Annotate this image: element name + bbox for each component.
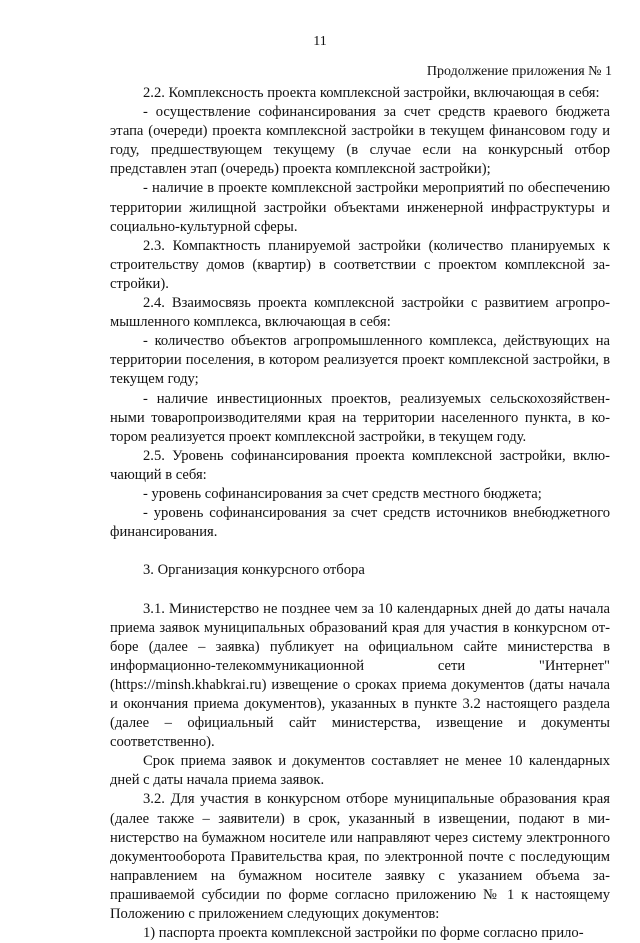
paragraph-2-4: 2.4. Взаимосвязь проекта комплексной застройки с развитием агропромышленного комплекса, включающая в себя: bbox=[110, 295, 610, 331]
paragraph-2-2: 2.2. Комплексность проекта комплексной застройки, включающая в себя: bbox=[143, 85, 600, 101]
paragraph-2-5: 2.5. Уровень софинансирования проекта комплексной застройки, включающий в себя: bbox=[110, 447, 610, 483]
document-body bbox=[110, 84, 610, 943]
paragraph-2-4-item-1: - количество объектов агропромышленного комплекса, действующих на территории поселения, в котором реализуется проект комплексной застройки, в текущем году; bbox=[110, 333, 610, 388]
paragraph-2-3: 2.3. Компактность планируемой застройки (количество планируемых к строительству домов (квартир) в соответствии с проектом комплексной застройки). bbox=[110, 237, 610, 292]
page-number: 11 bbox=[313, 34, 327, 49]
paragraph-3-1: 3.1. Министерство не позднее чем за 10 календарных дней до даты начала приема заявок муниципальных образований края для участия в конкурсном отборе (далее – заявка) публикует на официальном сайте министерства в информационно-телекоммуникационной сети "Интернет" (https://minsh.khabkrai.ru) извещение о сроках приема документов (даты начала и окончания приема документов), указанных в пункте 3.2 настоящего раздела (далее – официальный сайт министерства, извещение и документы соответственно). bbox=[110, 600, 610, 751]
appendix-continuation-label: Продолжение приложения № 1 bbox=[426, 64, 612, 79]
section-3-heading: 3. Организация конкурсного отбора bbox=[143, 562, 365, 579]
paragraph-2-2-item-1: - осуществление софинансирования за счет средств краевого бюджета этапа (очереди) проекта комплексной застройки в текущем финансовом году и году, предшествующем текущему (в случае если на конкурсный отбор представлен этап (очередь) проекта комплексной застройки); bbox=[110, 104, 610, 178]
paragraph-2-4-item-2: - наличие инвестиционных проектов, реализуемых сельскохозяйственными товаропроизводителями края на территории населенного пункта, в котором реализуется проект комплексной застройки, в текущем году. bbox=[110, 390, 610, 445]
paragraph-2-5-item-1: - уровень софинансирования за счет средств местного бюджета; bbox=[143, 485, 542, 502]
paragraph-3-2-item-1: 1) паспорта проекта комплексной застройки по форме согласно прило- bbox=[143, 925, 584, 942]
paragraph-3-1-deadline: Срок приема заявок и документов составляет не менее 10 календарных дней с даты начала приема заявок. bbox=[110, 753, 610, 789]
paragraph-2-2-item-2: - наличие в проекте комплексной застройки мероприятий по обеспечению территории жилищной застройки объектами инженерной инфраструктуры и социально-культурной сферы. bbox=[110, 180, 610, 235]
paragraph-3-2: 3.2. Для участия в конкурсном отборе муниципальные образования края (далее также – заявители) в срок, указанный в извещении, подают в министерство на бумажном носителе или направляют через систему электронного документооборота Правительства края, по электронной почте с последующим направлением на бумажном носителе заявку с указанием объема запрашиваемой субсидии по форме согласно приложению № 1 к настоящему Положению с приложением следующих документов: bbox=[110, 791, 610, 923]
paragraph-2-5-item-2: - уровень софинансирования за счет средств источников внебюджетного финансирования. bbox=[110, 505, 610, 541]
